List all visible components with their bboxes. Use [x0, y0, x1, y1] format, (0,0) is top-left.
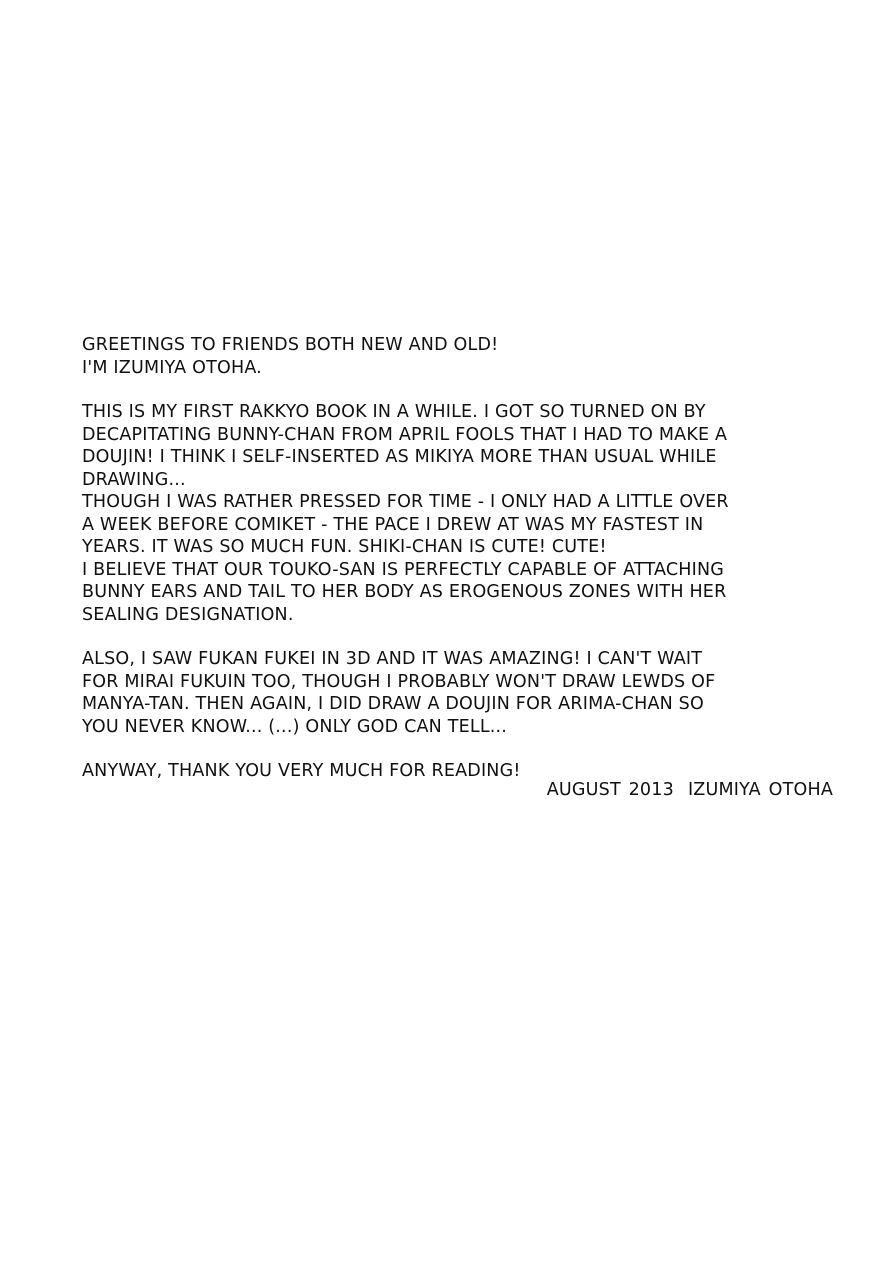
signature [547, 779, 833, 802]
text-line: DECAPITATING BUNNY-CHAN FROM APRIL FOOLS THAT I HAD TO MAKE A [82, 424, 728, 445]
paragraph-greeting [82, 334, 842, 379]
text-line: SEALING DESIGNATION. [82, 604, 294, 625]
text-line: ANYWAY, THANK YOU VERY MUCH FOR READING! [82, 761, 521, 781]
text-line: MANYA-TAN. THEN AGAIN, I DID DRAW A DOUJIN FOR ARIMA-CHAN SO [82, 694, 704, 714]
text-line: FOR MIRAI FUKUIN TOO, THOUGH I PROBABLY WON'T DRAW LEWDS OF [82, 671, 716, 692]
text-line: YEARS. IT WAS SO MUCH FUN. SHIKI-CHAN IS CUTE! CUTE! [82, 537, 607, 557]
paragraph-spacer [82, 379, 842, 401]
text-line: I'M IZUMIYA OTOHA. [82, 357, 262, 378]
paragraph-spacer [82, 738, 842, 760]
paragraph-spacer [82, 626, 842, 648]
text-line: GREETINGS TO FRIENDS BOTH NEW AND OLD! [82, 335, 499, 355]
text-line: BUNNY EARS AND TAIL TO HER BODY AS EROGENOUS ZONES WITH HER [82, 582, 727, 602]
paragraph-main [82, 401, 842, 626]
text-line: I BELIEVE THAT OUR TOUKO-SAN IS PERFECTLY CAPABLE OF ATTACHING [82, 559, 725, 580]
text-line: THIS IS MY FIRST RAKKYO BOOK IN A WHILE. I GOT SO TURNED ON BY [82, 402, 706, 422]
text-line: ALSO, I SAW FUKAN FUKEI IN 3D AND IT WAS AMAZING! I CAN'T WAIT [82, 649, 703, 669]
text-line: YOU NEVER KNOW... (...) ONLY GOD CAN TELL... [82, 716, 508, 737]
signature-date: AUGUST 2013 [546, 780, 674, 800]
afterword-text [82, 334, 842, 783]
signature-author: IZUMIYA OTOHA [687, 780, 833, 800]
text-line: A WEEK BEFORE COMIKET - THE PACE I DREW AT WAS MY FASTEST IN [82, 514, 704, 535]
text-line: DRAWING... [82, 469, 186, 490]
text-line: DOUJIN! I THINK I SELF-INSERTED AS MIKIYA MORE THAN USUAL WHILE [82, 447, 717, 467]
paragraph-also [82, 648, 842, 738]
text-line: THOUGH I WAS RATHER PRESSED FOR TIME - I ONLY HAD A LITTLE OVER [82, 492, 729, 512]
